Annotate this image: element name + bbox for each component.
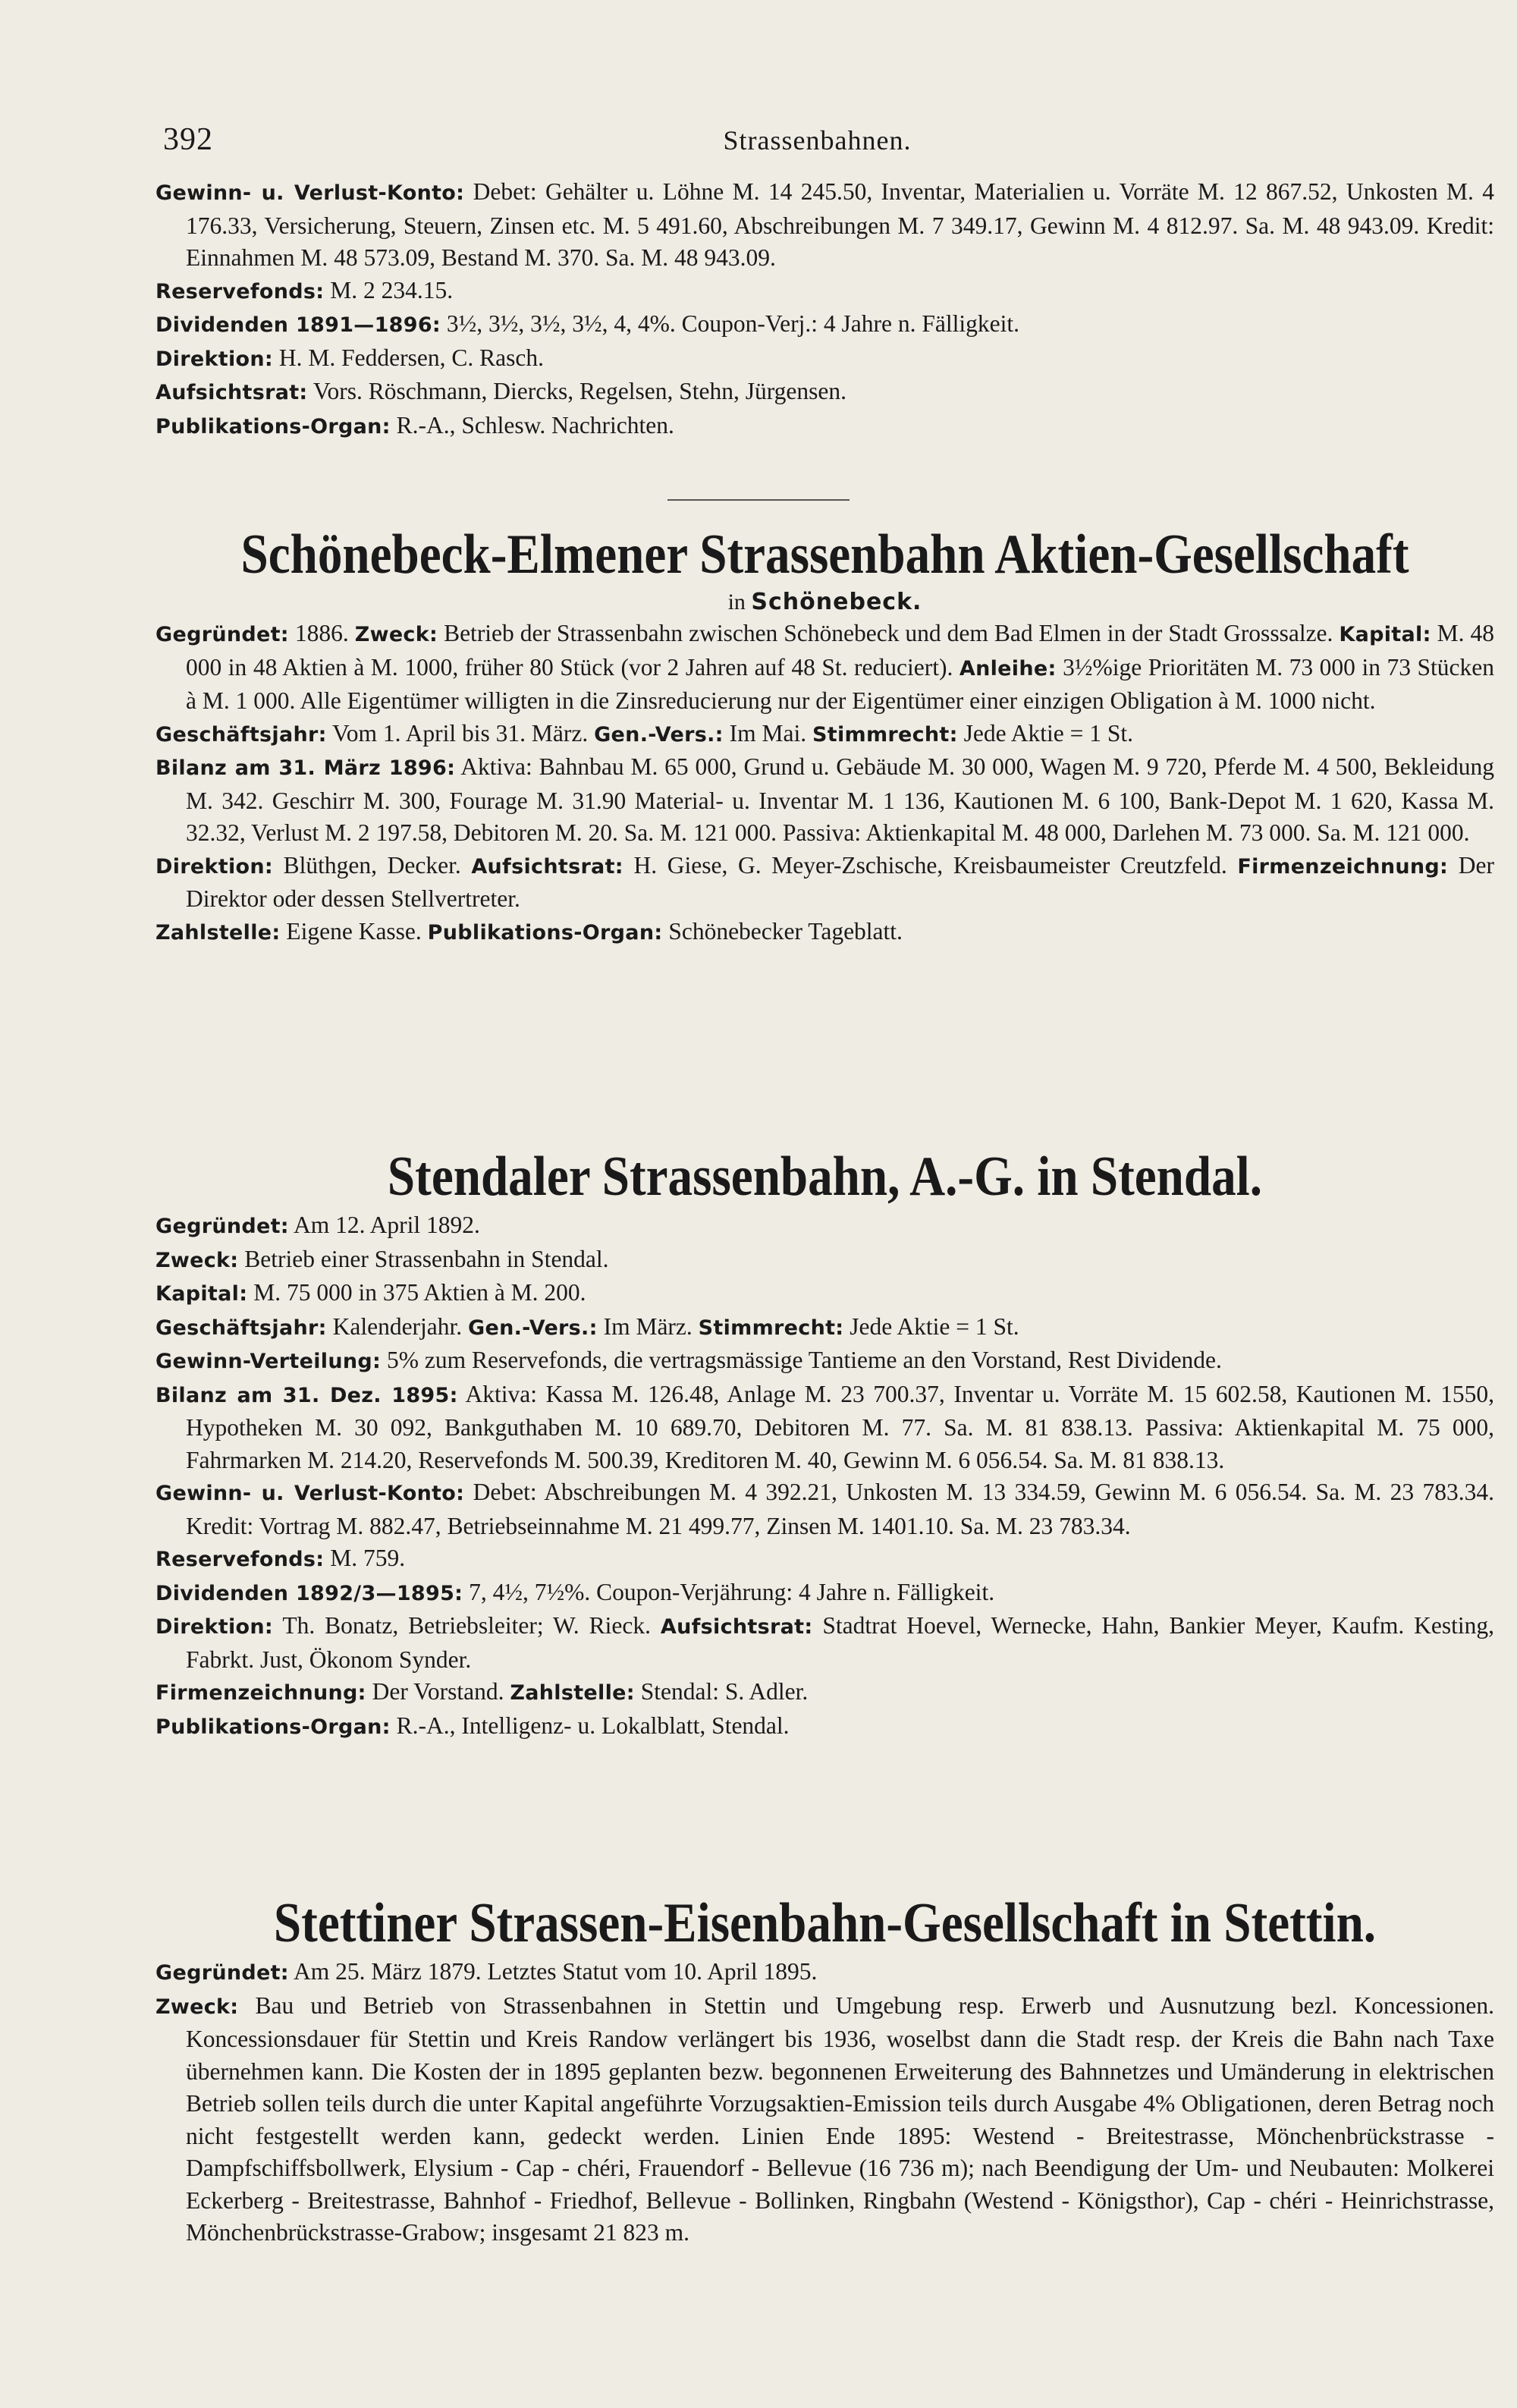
entry-paragraph: Gewinn- u. Verlust-Konto: Debet: Abschreibungen M. 4 392.21, Unkosten M. 13 334.59, Gewinn M. 6 056.54. Sa. M. 23 783.34. Kredit: Vortrag M. 882.47, Betriebseinnahme M. 21 499.77, Zinsen M. 1401.10. Sa. M. 23 783.34. — [155, 1479, 1495, 1539]
company-location-name: Schönebeck. — [751, 589, 922, 615]
entry-paragraph: Direktion: Blüthgen, Decker. Aufsichtsrat: H. Giese, G. Meyer-Zschische, Kreisbaumeister Creutzfeld. Firmenzeichnung: Der Direktor oder dessen Stellvertreter. — [155, 851, 1494, 912]
entry-paragraph: Geschäftsjahr: Vom 1. April bis 31. März. Gen.-Vers.: Im Mai. Stimmrecht: Jede Aktie = 1 St. — [155, 719, 1133, 747]
entry-paragraph — [155, 376, 1494, 410]
page-number: 392 — [163, 122, 213, 157]
continued-entry-block — [155, 176, 1494, 443]
section-divider — [667, 499, 850, 501]
entry-paragraph — [155, 308, 1494, 342]
entry-paragraph: Reservefonds: M. 759. — [155, 1545, 406, 1571]
company-stettin — [155, 1891, 1494, 2249]
entry-label: Publikations-Organ: — [155, 414, 391, 439]
company-schoenebeck — [155, 522, 1494, 949]
entry-paragraph: Gegründet: Am 25. März 1879. Letztes Statut vom 10. April 1895. — [155, 1958, 818, 1985]
entry-paragraph: Geschäftsjahr: Kalenderjahr. Gen.-Vers.: Im März. Stimmrecht: Jede Aktie = 1 St. — [155, 1312, 1019, 1340]
entry-paragraph: Dividenden 1892/3—1895: 7, 4½, 7½%. Coupon-Verjährung: 4 Jahre n. Fälligkeit. — [155, 1578, 995, 1605]
entry-paragraph: Bilanz am 31. Dez. 1895: Aktiva: Kassa M. 126.48, Anlage M. 23 700.37, Inventar u. Vorräte M. 15 602.58, Kautionen M. 1550, Hypotheken M. 30 092, Bankguthaben M. 10 689.70, Debitoren M. 77. Sa. M. 81 838.13. Passiva: Aktienkapital M. 75 000, Fahrmarken M. 214.20, Reservefonds M. 500.39, Kreditoren M. 40, Gewinn M. 6 056.54. Sa. M. 81 838.13. — [155, 1380, 1494, 1473]
entry-text: 3½, 3½, 3½, 3½, 4, 4%. Coupon-Verj.: 4 Jahre n. Fälligkeit. — [441, 310, 1019, 337]
entry-paragraph: Bilanz am 31. März 1896: Aktiva: Bahnbau M. 65 000, Grund u. Gebäude M. 30 000, Wagen M. 9 720, Pferde M. 4 500, Bekleidung M. 342. Geschirr M. 300, Fourage M. 31.90 Material- u. Inventar M. 1 136, Kautionen M. 6 100, Bank-Depot M. 1 620, Kassa M. 32.32, Verlust M. 2 197.58, Debitoren M. 20. Sa. M. 121 000. Passiva: Aktienkapital M. 48 000, Darlehen M. 73 000. Sa. M. 121 000. — [155, 753, 1494, 846]
entry-label: Dividenden 1891—1896: — [155, 313, 441, 337]
running-head — [163, 121, 1471, 164]
company-heading: Stettiner Strassen-Eisenbahn-Gesellschaft in Stettin. — [273, 1892, 1377, 1954]
entry-paragraph: Gewinn-Verteilung: 5% zum Reservefonds, die vertragsmässige Tantieme an den Vorstand, Rest Dividende. — [155, 1347, 1222, 1373]
entry-paragraph — [155, 176, 1494, 275]
entry-paragraph: Direktion: Th. Bonatz, Betriebsleiter; W. Rieck. Aufsichtsrat: Stadtrat Hoevel, Wernecke, Hahn, Bankier Meyer, Kaufm. Kesting, Fabrkt. Just, Ökonom Synder. — [155, 1612, 1494, 1673]
entry-paragraph: Publikations-Organ: R.-A., Intelligenz- u. Lokalblatt, Stendal. — [155, 1712, 790, 1739]
entry-paragraph — [155, 275, 1494, 309]
entry-paragraph: Zweck: Bau und Betrieb von Strassenbahnen in Stettin und Umgebung resp. Erwerb und Ausnutzung bezl. Koncessionen. Koncessionsdauer für Stettin und Kreis Randow verlängert bis 1936, woselbst dann die Stadt resp. der Kreis die Bahn nach Taxe übernehmen kann. Die Kosten der in 1895 geplanten bezw. begonnenen Erweiterung des Bahnnetzes und Umänderung in elektrischen Betrieb sollen teils durch die unter Kapital angeführte Vorzugsaktien-Emission teils durch Ausgabe 4% Obligationen, deren Betrag noch nicht festgestellt werden kann, gedeckt werden. Linien Ende 1895: Westend - Breitestrasse, Mönchenbrückstrasse - Dampfschiffsbollwerk, Elysium - Cap - chéri, Frauendorf - Bellevue (16 736 m); nach Beendigung der Um- und Neubauten: Molkerei Eckerberg - Breitestrasse, Bahnhof - Friedhof, Bellevue - Bollinken, Ringbahn (Westend - Königsthor), Cap - chéri - Heinrichstrasse, Mönchenbrückstrasse-Grabow; insgesamt 21 823 m. — [155, 1991, 1494, 2246]
entry-paragraph — [155, 342, 1494, 376]
entry-text: M. 2 234.15. — [324, 276, 454, 303]
company-stendal — [155, 1144, 1494, 1743]
entry-paragraph: Firmenzeichnung: Der Vorstand. Zahlstelle: Stendal: S. Adler. — [155, 1678, 809, 1705]
entry-paragraph: Gegründet: Am 12. April 1892. — [155, 1212, 480, 1238]
entry-label: Aufsichtsrat: — [155, 381, 308, 404]
entry-text: R.-A., Schlesw. Nachrichten. — [390, 411, 674, 439]
entry-paragraph: Zweck: Betrieb einer Strassenbahn in Stendal. — [155, 1245, 609, 1272]
entry-label: Direktion: — [155, 347, 273, 371]
entry-paragraph — [155, 410, 1494, 444]
entry-text: H. M. Feddersen, C. Rasch. — [272, 344, 544, 371]
company-heading: Stendaler Strassenbahn, A.-G. in Stendal. — [387, 1146, 1263, 1208]
entry-paragraph: Zahlstelle: Eigene Kasse. Publikations-Organ: Schönebecker Tageblatt. — [155, 917, 903, 945]
entry-label: Reservefonds: — [155, 279, 325, 303]
entry-text: Debet: Gehälter u. Löhne M. 14 245.50, Inventar, Materialien u. Vorräte M. 12 867.52, Unkosten M. 4 176.33, Versicherung, Steuern, Zinsen etc. M. 5 491.60, Abschreibungen M. 7 349.17, Gewinn M. 4 812.97. Sa. M. 48 943.09. Kredit: Einnahmen M. 48 573.09, Bestand M. 370. Sa. M. 48 943.09. — [186, 178, 1495, 271]
company-heading: Schönebeck-Elmener Strassenbahn Aktien-Gesellschaft — [240, 523, 1409, 586]
entry-label: Gewinn- u. Verlust-Konto: — [155, 181, 465, 205]
entry-text: Vors. Röschmann, Diercks, Regelsen, Stehn, Jürgensen. — [307, 378, 846, 404]
running-title: Strassenbahnen. — [723, 125, 912, 156]
company-location: in Schönebeck. — [727, 589, 922, 615]
entry-paragraph: Kapital: M. 75 000 in 375 Aktien à M. 200. — [155, 1279, 586, 1306]
entry-paragraph: Gegründet: 1886. Zweck: Betrieb der Strassenbahn zwischen Schönebeck und dem Bad Elmen in der Stadt Grosssalze. Kapital: M. 48 000 in 48 Aktien à M. 1000, früher 80 Stück (vor 2 Jahren auf 48 St. reduciert). Anleihe: 3½%ige Prioritäten M. 73 000 in 73 Stücken à M. 1 000. Alle Eigentümer willigten in die Zinsreducierung nur der Eigentümer einer einzigen Obligation à M. 1000 nicht. — [155, 620, 1495, 714]
